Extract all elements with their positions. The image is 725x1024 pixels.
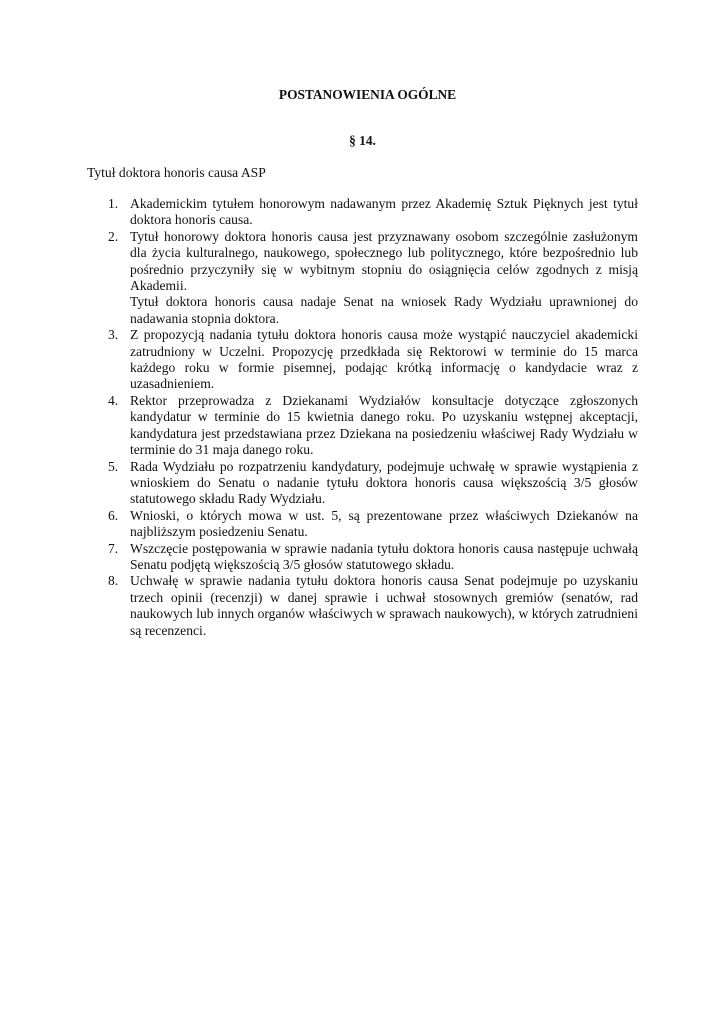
list-item-number: 8. [108,573,119,589]
list-item [105,229,638,327]
list-item-text: Akademickim tytułem honorowym nadawanym przez Akademię Sztuk Pięknych jest tytuł doktora honoris causa. [130,196,638,228]
list-item [105,327,638,393]
list-item [105,508,638,541]
list-item-number: 2. [108,228,119,244]
list-item-text: Wnioski, o których mowa w ust. 5, są prezentowane przez właściwych Dziekanów na najbliższym posiedzeniu Senatu. [130,507,638,540]
section-number-text: § 14. [349,133,376,148]
list-item-number: 3. [108,327,119,343]
list-item-text: Rektor przeprowadza z Dziekanami Wydziałów konsultacje dotyczące zgłoszonych kandydatur w terminie do 15 kwietnia danego roku. Po uzyskaniu wstępnej akceptacji, kandydatura jest przedstawiana przez Dziekana na posiedzeniu właściwej Rady Wydziału w terminie do 31 maja danego roku. [130,392,638,458]
numbered-list [105,196,638,639]
list-item-number: 4. [108,392,119,408]
list-item [105,573,638,639]
list-item [105,196,638,229]
list-item-text: Tytuł doktora honoris causa nadaje Senat na wniosek Rady Wydziału uprawnionej do nadawania stopnia doktora. [130,294,638,326]
section-number [0,133,725,149]
list-item-number: 5. [108,458,119,474]
list-item [105,459,638,508]
list-item-text: Tytuł honorowy doktora honoris causa jest przyznawany osobom szczególnie zasłużonym dla życia kulturalnego, naukowego, społecznego lub politycznego, które bezpośrednio lub pośrednio przyczyniły się w wybitnym stopniu do osiągnięcia celów zgodnych z misją Akademii. [130,228,638,294]
list-item [105,393,638,459]
list-item-text: Rada Wydziału po rozpatrzeniu kandydatury, podejmuje uchwałę w sprawie wystąpienia z wnioskiem do Senatu o nadanie tytułu doktora honoris causa większością 3/5 głosów statutowego składu Rady Wydziału. [130,458,638,507]
list-item-text: Z propozycją nadania tytułu doktora honoris causa może wystąpić nauczyciel akademicki zatrudniony w Uczelni. Propozycję przedkłada się Rektorowi w terminie do 15 marca każdego roku w formie pisemnej, podając krótką informację o kandydacie wraz z uzasadnieniem. [130,327,638,392]
subtitle: Tytuł doktora honoris causa ASP [87,165,266,180]
list-item-number: 1. [108,196,119,211]
document-title: POSTANOWIENIA OGÓLNE [278,87,457,102]
list-item-number: 7. [108,540,119,556]
list-item-text: Uchwałę w sprawie nadania tytułu doktora honoris causa Senat podejmuje po uzyskaniu trzech opinii (recenzji) w danej sprawie i uchwał stosownych gremiów (senatów, rad naukowych lub innych organów właściwych w sprawach naukowych), w których zatrudnieni są recenzenci. [130,573,638,638]
list-item [105,541,638,574]
list-item-number: 6. [108,507,119,523]
list-item-text: Wszczęcie postępowania w sprawie nadania tytułu doktora honoris causa następuje uchwałą Senatu podjętą większością 3/5 głosów statutowego składu. [130,540,638,572]
